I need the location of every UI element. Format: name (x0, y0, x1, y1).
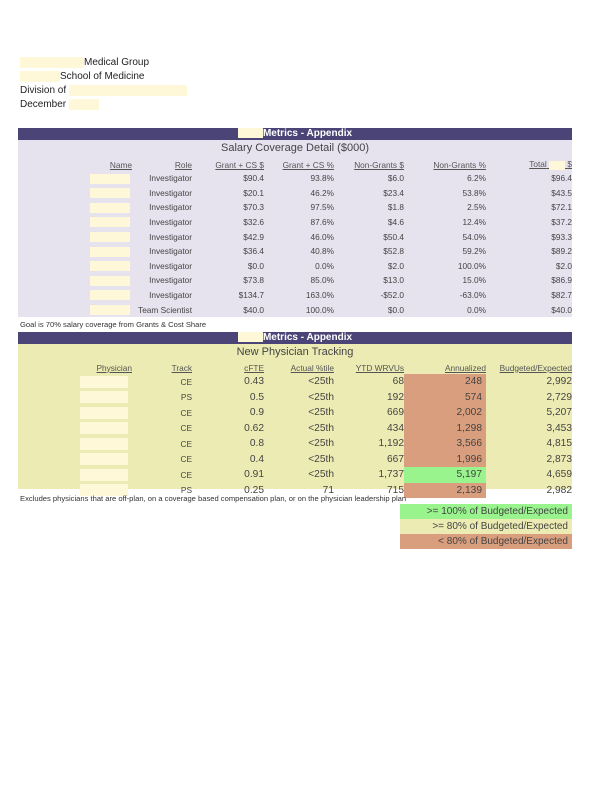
redacted-block (80, 407, 128, 419)
redacted-block (238, 128, 263, 138)
section1-subtitle: Salary Coverage Detail ($000) (221, 142, 369, 154)
non-grants-cell: $23.4 (383, 187, 404, 198)
role-cell: Investigator (149, 246, 192, 257)
cfte-cell: 0.62 (244, 422, 264, 434)
table-row (18, 288, 572, 303)
ytd-wrvus-cell: 68 (392, 376, 404, 388)
col-grant-cs-pct: Grant + CS % (282, 159, 334, 170)
header-text: Division of (20, 85, 67, 96)
budgeted-cell: 2,873 (546, 453, 572, 465)
col-grant-cs: Grant + CS $ (215, 159, 264, 170)
salary-coverage-table (18, 158, 572, 317)
annualized-cell: 248 (404, 374, 486, 390)
name-cell (18, 259, 132, 274)
pctile-cell: <25th (308, 453, 334, 465)
non-grants-pct-cell: 6.2% (467, 173, 486, 184)
cfte-cell: 0.25 (244, 484, 264, 496)
total-cell: $72.1 (551, 202, 572, 213)
non-grants-cell: $1.8 (387, 202, 404, 213)
grant-cs-cell: $134.7 (238, 290, 264, 301)
pctile-cell: <25th (308, 438, 334, 450)
header-division (20, 84, 187, 97)
redacted-block (69, 99, 99, 110)
non-grants-pct-cell: 59.2% (462, 246, 486, 257)
grant-cs-cell: $36.4 (243, 246, 264, 257)
table-row (18, 200, 572, 215)
budgeted-cell: 2,992 (546, 376, 572, 388)
legend-yellow: >= 80% of Budgeted/Expected (400, 519, 572, 534)
grant-cs-cell: $70.3 (243, 202, 264, 213)
role-cell: Investigator (149, 260, 192, 271)
redacted-block (90, 217, 130, 227)
salary-goal-note: Goal is 70% salary coverage from Grants & Cost Share (20, 320, 207, 329)
role-cell: Investigator (149, 202, 192, 213)
ytd-wrvus-cell: 715 (387, 484, 404, 496)
redacted-block (90, 174, 130, 184)
non-grants-cell: $0.0 (387, 304, 404, 315)
redacted-block (80, 469, 128, 481)
grant-cs-pct-cell: 97.5% (310, 202, 334, 213)
name-cell (18, 229, 132, 244)
physician-tracking-table (18, 361, 572, 498)
track-cell: PS (180, 485, 192, 496)
total-cell: $89.2 (551, 246, 572, 257)
non-grants-pct-cell: 15.0% (462, 275, 486, 286)
physician-cell (18, 436, 132, 452)
physician-cell (18, 390, 132, 406)
track-cell: PS (180, 392, 192, 403)
annualized-cell: 574 (404, 390, 486, 406)
redacted-block (90, 276, 130, 286)
table-row (18, 436, 572, 452)
annualized-cell: 1,298 (404, 421, 486, 437)
non-grants-pct-cell: 12.4% (462, 217, 486, 228)
header-text: December (20, 99, 67, 110)
track-cell: CE (180, 407, 192, 418)
role-cell: Investigator (149, 275, 192, 286)
total-cell: $40.0 (551, 304, 572, 315)
non-grants-cell: -$52.0 (380, 290, 404, 301)
cfte-cell: 0.9 (249, 407, 264, 419)
track-cell: CE (180, 469, 192, 480)
non-grants-cell: $4.6 (387, 217, 404, 228)
annualized-cell: 5,197 (404, 467, 486, 483)
table-row (18, 374, 572, 390)
non-grants-cell: $13.0 (383, 275, 404, 286)
table-row (18, 390, 572, 406)
redacted-block (80, 453, 128, 465)
ytd-wrvus-cell: 1,192 (378, 438, 404, 450)
grant-cs-pct-cell: 40.8% (310, 246, 334, 257)
grant-cs-pct-cell: 46.2% (310, 187, 334, 198)
legend-red: < 80% of Budgeted/Expected (400, 534, 572, 549)
cfte-cell: 0.8 (249, 438, 264, 450)
color-legend (400, 504, 572, 549)
track-cell: CE (180, 438, 192, 449)
grant-cs-cell: $32.6 (243, 217, 264, 228)
col-total-label: Total (529, 159, 547, 170)
section1-title: Metrics - Appendix (262, 128, 353, 139)
header-date (20, 98, 99, 111)
table-header-row (18, 158, 572, 171)
col-total (486, 158, 572, 171)
section2-subtitle: New Physician Tracking (236, 346, 354, 358)
legend-green: >= 100% of Budgeted/Expected (400, 504, 572, 519)
redacted-block (80, 376, 128, 388)
redacted-block (90, 290, 130, 300)
non-grants-pct-cell: 53.8% (462, 187, 486, 198)
annualized-cell: 1,996 (404, 452, 486, 468)
redacted-block (90, 232, 130, 242)
grant-cs-pct-cell: 100.0% (305, 304, 334, 315)
grant-cs-cell: $40.0 (243, 304, 264, 315)
budgeted-cell: 3,453 (546, 422, 572, 434)
physician-cell (18, 467, 132, 483)
redacted-block (20, 71, 60, 82)
cfte-cell: 0.5 (249, 391, 264, 403)
redacted-block (20, 57, 84, 68)
grant-cs-cell: $0.0 (247, 260, 264, 271)
non-grants-pct-cell: 2.5% (467, 202, 486, 213)
ytd-wrvus-cell: 192 (387, 391, 404, 403)
name-cell (18, 244, 132, 259)
total-cell: $93.3 (551, 231, 572, 242)
total-cell: $96.4 (551, 173, 572, 184)
total-cell: $43.5 (551, 187, 572, 198)
section1-band (18, 128, 572, 140)
pctile-cell: <25th (308, 422, 334, 434)
cfte-cell: 0.43 (244, 376, 264, 388)
track-cell: CE (180, 454, 192, 465)
cfte-cell: 0.4 (249, 453, 264, 465)
ytd-wrvus-cell: 434 (387, 422, 404, 434)
redacted-block (69, 85, 187, 96)
non-grants-pct-cell: 54.0% (462, 231, 486, 242)
name-cell (18, 302, 132, 317)
table-row (18, 452, 572, 468)
col-physician: Physician (96, 362, 132, 373)
physician-cell (18, 374, 132, 390)
header-school (20, 70, 145, 83)
pctile-cell: 71 (322, 484, 334, 496)
non-grants-cell: $50.4 (383, 231, 404, 242)
budgeted-cell: 5,207 (546, 407, 572, 419)
annualized-cell: 2,002 (404, 405, 486, 421)
name-cell (18, 186, 132, 201)
role-cell: Team Scientist (138, 304, 192, 315)
redacted-block (80, 438, 128, 450)
section2-band (18, 332, 572, 344)
table-header-row (18, 361, 572, 374)
col-ytd-wrvus: YTD WRVUs (355, 362, 404, 373)
grant-cs-pct-cell: 46.0% (310, 231, 334, 242)
pctile-cell: <25th (308, 376, 334, 388)
budgeted-cell: 4,815 (546, 438, 572, 450)
redacted-block (90, 305, 130, 315)
table-row (18, 302, 572, 317)
grant-cs-pct-cell: 85.0% (310, 275, 334, 286)
physician-cell (18, 452, 132, 468)
total-cell: $2.0 (555, 260, 572, 271)
annualized-cell: 2,139 (404, 483, 486, 499)
grant-cs-cell: $20.1 (243, 187, 264, 198)
section2-title: Metrics - Appendix (262, 332, 353, 343)
non-grants-pct-cell: -63.0% (459, 290, 486, 301)
total-cell: $86.9 (551, 275, 572, 286)
header-text: School of Medicine (60, 71, 145, 82)
redacted-block (90, 188, 130, 198)
annualized-cell: 3,566 (404, 436, 486, 452)
non-grants-cell: $52.8 (383, 246, 404, 257)
col-total-unit: $ (567, 159, 572, 170)
table-row (18, 421, 572, 437)
pctile-cell: <25th (308, 469, 334, 481)
ytd-wrvus-cell: 669 (387, 407, 404, 419)
redacted-block (90, 203, 130, 213)
col-actual-pctile: Actual %tile (290, 362, 334, 373)
col-name: Name (109, 159, 132, 170)
non-grants-pct-cell: 100.0% (457, 260, 486, 271)
col-cfte: cFTE (244, 362, 264, 373)
redacted-block (90, 261, 130, 271)
table-row (18, 215, 572, 230)
table-row (18, 259, 572, 274)
table-row (18, 186, 572, 201)
grant-cs-pct-cell: 87.6% (310, 217, 334, 228)
physician-cell (18, 421, 132, 437)
cfte-cell: 0.91 (244, 469, 264, 481)
ytd-wrvus-cell: 1,737 (378, 469, 404, 481)
pctile-cell: <25th (308, 407, 334, 419)
redacted-block (549, 161, 565, 170)
grant-cs-cell: $73.8 (243, 275, 264, 286)
redacted-block (80, 391, 128, 403)
grant-cs-pct-cell: 93.8% (310, 173, 334, 184)
redacted-block (238, 332, 263, 342)
role-cell: Investigator (149, 231, 192, 242)
table-row (18, 467, 572, 483)
name-cell (18, 215, 132, 230)
table-row (18, 171, 572, 186)
name-cell (18, 273, 132, 288)
role-cell: Investigator (149, 290, 192, 301)
grant-cs-cell: $90.4 (243, 173, 264, 184)
role-cell: Investigator (149, 187, 192, 198)
total-cell: $82.7 (551, 290, 572, 301)
non-grants-cell: $2.0 (387, 260, 404, 271)
col-annualized: Annualized (444, 362, 486, 373)
total-cell: $37.2 (551, 217, 572, 228)
role-cell: Investigator (149, 217, 192, 228)
col-non-grants: Non-Grants $ (354, 159, 404, 170)
name-cell (18, 171, 132, 186)
table-row (18, 244, 572, 259)
non-grants-pct-cell: 0.0% (467, 304, 486, 315)
redacted-block (80, 422, 128, 434)
exclusion-note: Excludes physicians that are off-plan, on a coverage based compensation plan, or on the physician leadership plan (20, 494, 407, 503)
budgeted-cell: 4,659 (546, 469, 572, 481)
grant-cs-cell: $42.9 (243, 231, 264, 242)
budgeted-cell: 2,729 (546, 391, 572, 403)
grant-cs-pct-cell: 0.0% (315, 260, 334, 271)
physician-cell (18, 405, 132, 421)
header-text: Medical Group (84, 57, 150, 68)
ytd-wrvus-cell: 667 (387, 453, 404, 465)
budgeted-cell: 2,982 (546, 484, 572, 496)
col-non-grants-pct: Non-Grants % (433, 159, 486, 170)
name-cell (18, 288, 132, 303)
non-grants-cell: $6.0 (387, 173, 404, 184)
table-row (18, 405, 572, 421)
table-row (18, 273, 572, 288)
col-track: Track (171, 362, 192, 373)
track-cell: CE (180, 423, 192, 434)
header-medical-group (20, 56, 149, 69)
redacted-block (90, 247, 130, 257)
name-cell (18, 200, 132, 215)
role-cell: Investigator (149, 173, 192, 184)
col-budgeted-expected: Budgeted/Expected (499, 362, 572, 373)
grant-cs-pct-cell: 163.0% (305, 290, 334, 301)
table-row (18, 229, 572, 244)
pctile-cell: <25th (308, 391, 334, 403)
track-cell: CE (180, 376, 192, 387)
col-role: Role (174, 159, 192, 170)
